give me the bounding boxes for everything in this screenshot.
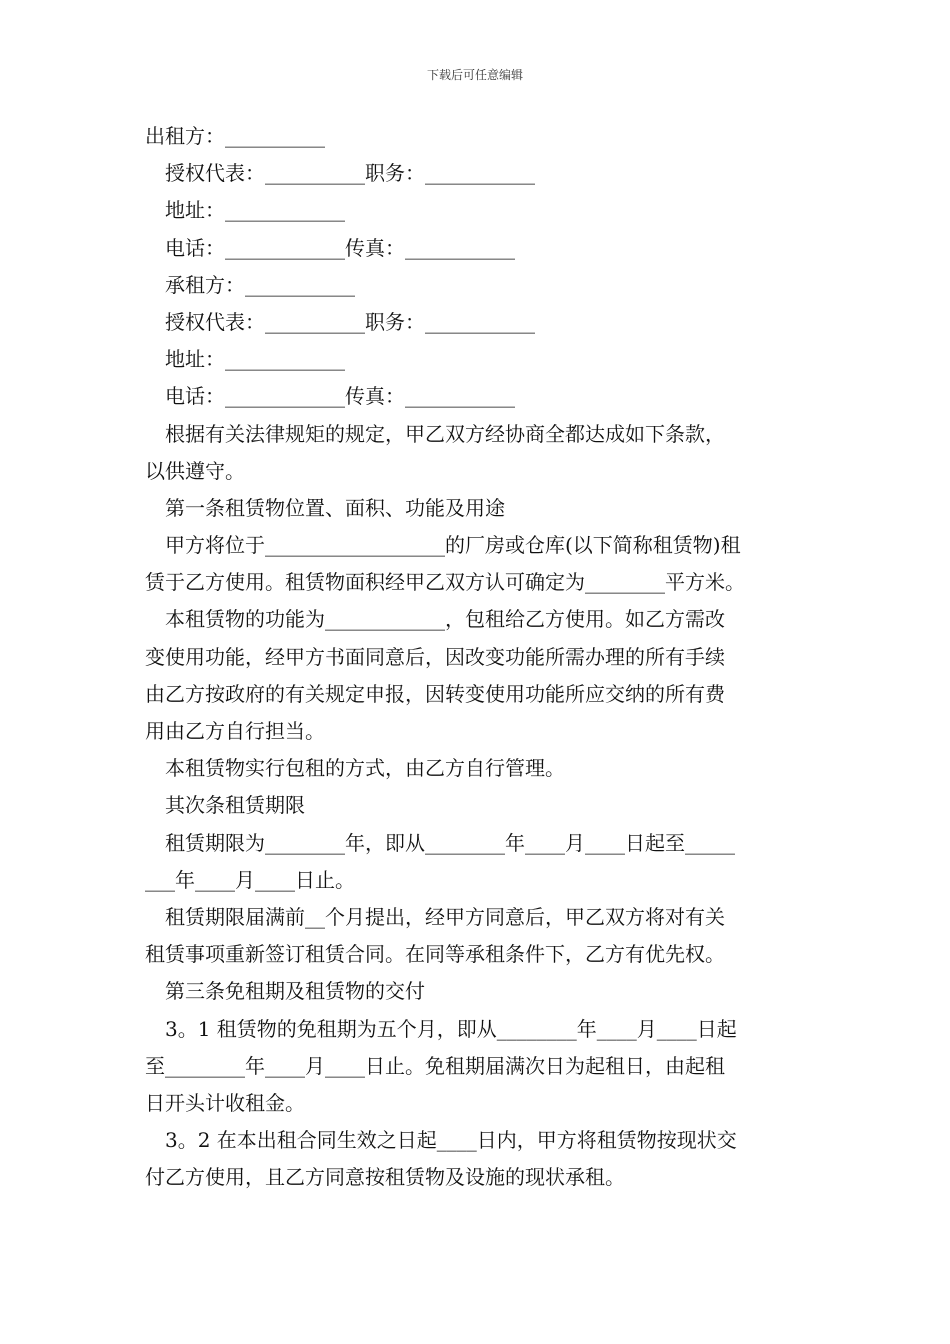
contract-line: 3。1 租赁物的免租期为五个月，即从________年____月____日起 — [165, 1016, 737, 1041]
contract-line: 电话：____________传真：___________ — [165, 384, 515, 409]
contract-line: 甲方将位于__________________的厂房或仓库(以下简称租赁物)租 — [165, 533, 741, 558]
contract-line: 3。2 在本出租合同生效之日起____日内，甲方将租赁物按现状交 — [165, 1128, 737, 1153]
contract-line: 以供遵守。 — [145, 458, 245, 483]
contract-line: 本租赁物的功能为____________，包租给乙方使用。如乙方需改 — [165, 607, 725, 632]
contract-line: 根据有关法律规矩的规定，甲乙双方经协商全都达成如下条款， — [165, 421, 725, 446]
contract-line: 用由乙方自行担当。 — [145, 719, 325, 743]
contract-line: 至________年____月____日止。免租期届满次日为起租日，由起租 — [145, 1053, 725, 1078]
contract-line: 出租方：__________ — [145, 124, 325, 148]
contract-line: 租赁事项重新签订租赁合同。在同等承租条件下，乙方有优先权。 — [145, 942, 725, 967]
page-header: 下载后可任意编辑 — [426, 68, 523, 82]
contract-line: 地址：____________ — [165, 198, 345, 223]
contract-line: 由乙方按政府的有关规定申报，因转变使用功能所应交纳的所有费 — [145, 681, 725, 706]
contract-line: 第一条租赁物位置、面积、功能及用途 — [165, 495, 505, 520]
contract-line: 赁于乙方使用。租赁物面积经甲乙双方认可确定为________平方米。 — [145, 570, 745, 595]
contract-line: 日开头计收租金。 — [145, 1090, 305, 1115]
contract-line: 其次条租赁期限 — [165, 793, 305, 818]
contract-line: 第三条免租期及租赁物的交付 — [165, 979, 425, 1004]
contract-line: 付乙方使用，且乙方同意按租赁物及设施的现状承租。 — [145, 1165, 625, 1190]
contract-line: 地址：____________ — [165, 347, 345, 372]
contract-body — [145, 118, 810, 1196]
contract-line: 本租赁物实行包租的方式，由乙方自行管理。 — [165, 756, 565, 781]
contract-line: 授权代表：__________职务：___________ — [165, 161, 535, 186]
contract-line: 租赁期限届满前__个月提出，经甲方同意后，甲乙双方将对有关 — [165, 904, 725, 929]
contract-line: 承租方：___________ — [165, 272, 355, 297]
contract-line: 租赁期限为________年，即从________年____月____日起至_____ — [165, 830, 735, 855]
contract-line: ___年____月____日止。 — [145, 867, 355, 892]
contract-line: 变使用功能，经甲方书面同意后，因改变功能所需办理的所有手续 — [145, 644, 725, 669]
contract-line: 授权代表：__________职务：___________ — [165, 309, 535, 334]
contract-line: 电话：____________传真：___________ — [165, 235, 515, 260]
